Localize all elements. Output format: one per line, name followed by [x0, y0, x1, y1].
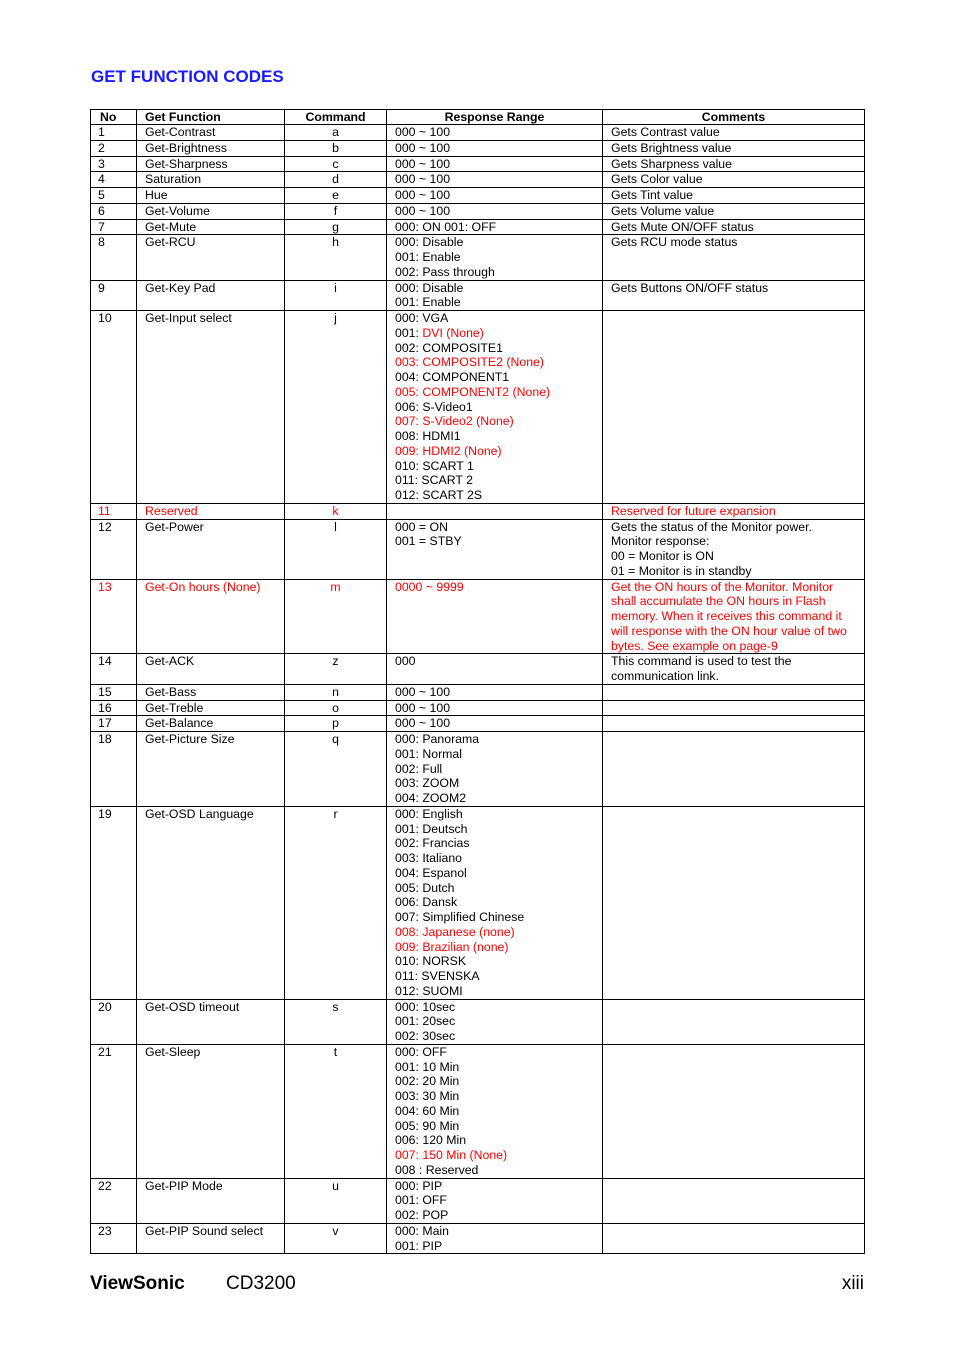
- function-name: Get-Sharpness: [137, 156, 285, 172]
- table-row: [91, 140, 865, 156]
- response-range: [387, 999, 603, 1044]
- command-code: a: [285, 125, 387, 141]
- table-row: [91, 732, 865, 807]
- range-line-text: 000: Panorama: [395, 732, 480, 746]
- command-code: r: [285, 806, 387, 999]
- range-line-text: 001: Deutsch: [395, 821, 468, 836]
- range-line: [395, 1208, 602, 1223]
- response-range: [387, 140, 603, 156]
- row-number: 15: [91, 684, 137, 700]
- comment: Gets Buttons ON/OFF status: [603, 280, 865, 311]
- range-line-text: 001: Enable: [395, 250, 461, 264]
- range-line-text: 003: Italiano: [395, 851, 463, 865]
- range-line: [395, 459, 602, 474]
- table-row: [91, 716, 865, 732]
- table-row: [91, 1223, 865, 1254]
- range-line-text: 004: COMPONENT1: [395, 370, 510, 384]
- range-line-text: 005: COMPONENT2 (None): [395, 384, 551, 399]
- range-line: [395, 984, 602, 999]
- range-line-text: 007: 150 Min (None): [395, 1148, 508, 1162]
- comment: Get the ON hours of the Monitor. Monitor shall accumulate the ON hours in Flash memory. When it receives this command it will response with the ON hour value of two bytes. See example on page-9: [603, 579, 865, 654]
- range-line-text: 000: Main: [395, 1223, 450, 1238]
- range-line-text: 000: Disable: [395, 235, 464, 250]
- range-line-text: 008: HDMI1: [395, 429, 461, 443]
- range-line: [395, 791, 602, 806]
- range-line-text: 004: 60 Min: [395, 1103, 460, 1118]
- range-line-text: 011: SVENSKA: [395, 969, 480, 983]
- row-number: 4: [91, 172, 137, 188]
- table-row: [91, 172, 865, 188]
- function-name: Get-PIP Mode: [137, 1178, 285, 1223]
- range-line-text: 000 ~ 100: [395, 140, 451, 155]
- function-name: Get-Picture Size: [137, 732, 285, 807]
- range-line-text: 001: PIP: [395, 1238, 443, 1253]
- range-line-text: 004: ZOOM2: [395, 791, 467, 805]
- table-row: [91, 654, 865, 685]
- range-line-text: 002: Pass through: [395, 264, 495, 279]
- comment: [603, 716, 865, 732]
- comment: [603, 519, 865, 579]
- range-line: [395, 685, 602, 700]
- range-line-text: 000: ON 001: OFF: [395, 219, 497, 234]
- table-row: [91, 579, 865, 654]
- range-line: [395, 157, 602, 172]
- range-line-text: 001: OFF: [395, 1193, 447, 1208]
- range-line-text: 008 : Reserved: [395, 1162, 479, 1177]
- response-range: [387, 280, 603, 311]
- table-row: [91, 188, 865, 204]
- range-line: [395, 701, 602, 716]
- range-line: [395, 1133, 602, 1148]
- range-line: [395, 414, 602, 429]
- function-name: Get-Key Pad: [137, 280, 285, 311]
- function-name: Reserved: [137, 503, 285, 519]
- range-line-text: 000 ~ 100: [395, 684, 451, 699]
- response-range: [387, 700, 603, 716]
- range-line-text: 000: PIP: [395, 1178, 443, 1193]
- range-line: [395, 311, 602, 326]
- range-line: [395, 762, 602, 777]
- range-line: [395, 370, 602, 385]
- range-line-text: 000: Disable: [395, 280, 464, 295]
- range-line: [395, 172, 602, 187]
- row-number: 22: [91, 1178, 137, 1223]
- function-name: Get-Mute: [137, 219, 285, 235]
- range-line-text: 004: Espanol: [395, 865, 467, 880]
- function-name: Get-OSD Language: [137, 806, 285, 999]
- table-row: [91, 503, 865, 519]
- range-line-text: 007: Simplified Chinese: [395, 910, 525, 924]
- range-line-text: 006: S-Video1: [395, 399, 473, 414]
- range-line-text: 000 ~ 100: [395, 172, 451, 187]
- table-row: [91, 203, 865, 219]
- range-line: [395, 925, 602, 940]
- comment: Gets Brightness value: [603, 140, 865, 156]
- range-line: [395, 444, 602, 459]
- table-row: [91, 1178, 865, 1223]
- command-code: u: [285, 1178, 387, 1223]
- range-line: [395, 1000, 602, 1015]
- range-line: [395, 1089, 602, 1104]
- response-range: [387, 654, 603, 685]
- range-line-text: 0000 ~ 9999: [395, 579, 464, 594]
- response-range: [387, 684, 603, 700]
- range-line: [395, 534, 602, 549]
- function-codes-table: [90, 109, 865, 1254]
- command-code: p: [285, 716, 387, 732]
- table-row: [91, 235, 865, 280]
- table-row: [91, 999, 865, 1044]
- range-line-text: 001:: [395, 325, 423, 340]
- brand-name: ViewSonic: [90, 1273, 185, 1294]
- range-line: [395, 747, 602, 762]
- range-line-text: 000 = ON: [395, 519, 448, 534]
- row-number: 2: [91, 140, 137, 156]
- range-line: [395, 125, 602, 140]
- comment: Gets RCU mode status: [603, 235, 865, 280]
- range-line: [395, 866, 602, 881]
- range-line-text: 001 = STBY: [395, 534, 462, 549]
- model-name: CD3200: [226, 1273, 296, 1294]
- range-line: [395, 910, 602, 925]
- table-header-row: [91, 110, 865, 125]
- comment: [603, 700, 865, 716]
- comment: Gets Volume value: [603, 203, 865, 219]
- range-line-text: 005: 90 Min: [395, 1118, 460, 1133]
- comment: [603, 311, 865, 504]
- command-code: k: [285, 503, 387, 519]
- range-line-text: 002: Full: [395, 761, 443, 776]
- range-line: [395, 1104, 602, 1119]
- comment-line: 00 = Monitor is ON: [611, 549, 714, 563]
- row-number: 10: [91, 311, 137, 504]
- command-code: l: [285, 519, 387, 579]
- function-name: Get-Balance: [137, 716, 285, 732]
- function-name: Get-On hours (None): [137, 579, 285, 654]
- range-line: [395, 1045, 602, 1060]
- comment: Gets Mute ON/OFF status: [603, 219, 865, 235]
- page-title: GET FUNCTION CODES: [91, 67, 284, 86]
- function-name: Get-Treble: [137, 700, 285, 716]
- table-row: [91, 700, 865, 716]
- response-range: [387, 1223, 603, 1254]
- table-row: [91, 156, 865, 172]
- header-command: Command: [285, 110, 387, 125]
- command-code: e: [285, 188, 387, 204]
- response-range: [387, 1178, 603, 1223]
- row-number: 9: [91, 280, 137, 311]
- range-line-text: 002: 20 Min: [395, 1074, 460, 1089]
- table-row: [91, 519, 865, 579]
- range-line: [395, 141, 602, 156]
- range-line-text: 010: NORSK: [395, 954, 467, 969]
- range-line: [395, 1239, 602, 1254]
- response-range: [387, 203, 603, 219]
- command-code: q: [285, 732, 387, 807]
- response-range: [387, 311, 603, 504]
- function-name: Get-Sleep: [137, 1044, 285, 1178]
- table-row: [91, 219, 865, 235]
- row-number: 7: [91, 219, 137, 235]
- page-number: xiii: [841, 1273, 864, 1294]
- page-footer: [90, 1273, 864, 1297]
- range-line-text: 002: 30sec: [395, 1029, 456, 1043]
- range-line: [395, 281, 602, 296]
- range-line-text: 008: Japanese (none): [395, 924, 515, 939]
- range-line: [395, 1148, 602, 1163]
- range-line: [395, 429, 602, 444]
- range-line: [395, 488, 602, 503]
- range-line: [395, 220, 602, 235]
- row-number: 17: [91, 716, 137, 732]
- range-line: [395, 851, 602, 866]
- command-code: t: [285, 1044, 387, 1178]
- function-name: Get-Bass: [137, 684, 285, 700]
- command-code: n: [285, 684, 387, 700]
- response-range: [387, 125, 603, 141]
- comment: Gets Tint value: [603, 188, 865, 204]
- response-range: [387, 156, 603, 172]
- range-line-text: 011: SCART 2: [395, 473, 473, 488]
- command-code: d: [285, 172, 387, 188]
- range-line: [395, 295, 602, 310]
- range-line-text: 001: Normal: [395, 746, 462, 761]
- row-number: 18: [91, 732, 137, 807]
- table-row: [91, 125, 865, 141]
- response-range: [387, 579, 603, 654]
- range-line: [395, 1224, 602, 1239]
- range-line-unsupported: DVI (None): [422, 325, 484, 340]
- range-line: [395, 895, 602, 910]
- row-number: 20: [91, 999, 137, 1044]
- range-line: [395, 250, 602, 265]
- range-line: [395, 235, 602, 250]
- range-line-text: 000: 10sec: [395, 999, 456, 1014]
- table-row: [91, 280, 865, 311]
- range-line-text: 006: Dansk: [395, 895, 458, 910]
- range-line-text: 000 ~ 100: [395, 203, 451, 218]
- range-line: [395, 822, 602, 837]
- response-range: [387, 716, 603, 732]
- range-line: [395, 341, 602, 356]
- range-line-text: 003: 30 Min: [395, 1089, 460, 1103]
- function-name: Get-Input select: [137, 311, 285, 504]
- comment: Gets Contrast value: [603, 125, 865, 141]
- range-line-text: 010: SCART 1: [395, 458, 474, 473]
- range-line-text: 012: SUOMI: [395, 983, 463, 998]
- range-line-text: 000 ~ 100: [395, 700, 451, 715]
- function-name: Hue: [137, 188, 285, 204]
- header-response-range: Response Range: [387, 110, 603, 125]
- function-name: Get-ACK: [137, 654, 285, 685]
- function-name: Get-PIP Sound select: [137, 1223, 285, 1254]
- row-number: 13: [91, 579, 137, 654]
- range-line-text: 000: English: [395, 806, 463, 821]
- header-comments: Comments: [603, 110, 865, 125]
- function-name: Get-OSD timeout: [137, 999, 285, 1044]
- range-line-text: 005: Dutch: [395, 880, 455, 895]
- range-line: [395, 580, 602, 595]
- range-line-text: 001: 20sec: [395, 1014, 456, 1029]
- range-line-text: 012: SCART 2S: [395, 488, 483, 502]
- range-line-text: 000 ~ 100: [395, 125, 451, 139]
- row-number: 3: [91, 156, 137, 172]
- range-line-text: 006: 120 Min: [395, 1133, 467, 1148]
- row-number: 5: [91, 188, 137, 204]
- range-line-text: 002: COMPOSITE1: [395, 340, 503, 355]
- range-line-text: 000: [395, 654, 416, 669]
- range-line-text: 007: S-Video2 (None): [395, 414, 514, 429]
- response-range: [387, 806, 603, 999]
- function-name: Get-RCU: [137, 235, 285, 280]
- command-code: b: [285, 140, 387, 156]
- comment: [603, 1044, 865, 1178]
- range-line-text: 009: Brazilian (none): [395, 939, 509, 954]
- row-number: 8: [91, 235, 137, 280]
- range-line: [395, 881, 602, 896]
- range-line: [395, 732, 602, 747]
- row-number: 6: [91, 203, 137, 219]
- row-number: 11: [91, 503, 137, 519]
- command-code: j: [285, 311, 387, 504]
- comment: Gets Sharpness value: [603, 156, 865, 172]
- command-code: i: [285, 280, 387, 311]
- range-line: [395, 1163, 602, 1178]
- comment-line: Monitor response:: [611, 534, 710, 549]
- table-row: [91, 311, 865, 504]
- function-name: Get-Brightness: [137, 140, 285, 156]
- comment: Gets Color value: [603, 172, 865, 188]
- function-name: Get-Contrast: [137, 125, 285, 141]
- comment: [603, 732, 865, 807]
- command-code: o: [285, 700, 387, 716]
- command-code: v: [285, 1223, 387, 1254]
- range-line: [395, 1014, 602, 1029]
- command-code: m: [285, 579, 387, 654]
- range-line: [395, 969, 602, 984]
- range-line: [395, 836, 602, 851]
- comment-line: 01 = Monitor is in standby: [611, 563, 752, 578]
- range-line: [395, 1119, 602, 1134]
- range-line-text: 002: Francias: [395, 836, 470, 851]
- comment-line: Gets the status of the Monitor power.: [611, 519, 812, 534]
- comment: [603, 806, 865, 999]
- range-line: [395, 265, 602, 280]
- range-line: [395, 1074, 602, 1089]
- range-line-text: 003: COMPOSITE2 (None): [395, 355, 544, 370]
- range-line: [395, 355, 602, 370]
- range-line: [395, 326, 602, 341]
- range-line-text: 003: ZOOM: [395, 776, 460, 791]
- row-number: 19: [91, 806, 137, 999]
- range-line: [395, 807, 602, 822]
- range-line-text: 000 ~ 100: [395, 188, 451, 202]
- response-range: [387, 1044, 603, 1178]
- range-line: [395, 520, 602, 535]
- response-range: [387, 172, 603, 188]
- command-code: c: [285, 156, 387, 172]
- range-line-text: 002: POP: [395, 1208, 449, 1222]
- comment: [603, 1178, 865, 1223]
- range-line-text: 001: Enable: [395, 295, 461, 310]
- comment: [603, 1223, 865, 1254]
- command-code: f: [285, 203, 387, 219]
- table-row: [91, 806, 865, 999]
- range-line-text: 000 ~ 100: [395, 156, 451, 171]
- header-get-function: Get Function: [137, 110, 285, 125]
- comment: [603, 684, 865, 700]
- range-line-text: 000: OFF: [395, 1044, 447, 1059]
- range-line-text: 000 ~ 100: [395, 716, 451, 731]
- range-line: [395, 716, 602, 731]
- command-code: h: [285, 235, 387, 280]
- range-line: [395, 385, 602, 400]
- command-code: s: [285, 999, 387, 1044]
- response-range: [387, 732, 603, 807]
- range-line: [395, 1060, 602, 1075]
- range-line: [395, 1179, 602, 1194]
- range-line: [395, 776, 602, 791]
- comment: Reserved for future expansion: [603, 503, 865, 519]
- row-number: 12: [91, 519, 137, 579]
- range-line: [395, 654, 602, 669]
- range-line: [395, 188, 602, 203]
- row-number: 21: [91, 1044, 137, 1178]
- range-line: [395, 400, 602, 415]
- row-number: 16: [91, 700, 137, 716]
- response-range: [387, 503, 603, 519]
- command-code: g: [285, 219, 387, 235]
- range-line: [395, 1193, 602, 1208]
- range-line: [395, 954, 602, 969]
- table-row: [91, 684, 865, 700]
- function-name: Get-Power: [137, 519, 285, 579]
- range-line: [395, 940, 602, 955]
- range-line-text: 000: VGA: [395, 311, 449, 325]
- table-row: [91, 1044, 865, 1178]
- row-number: 1: [91, 125, 137, 141]
- comment: This command is used to test the communication link.: [603, 654, 865, 685]
- response-range: [387, 235, 603, 280]
- range-line-text: 009: HDMI2 (None): [395, 443, 502, 458]
- range-line-text: 001: 10 Min: [395, 1059, 460, 1074]
- range-line: [395, 204, 602, 219]
- function-name: Get-Volume: [137, 203, 285, 219]
- function-name: Saturation: [137, 172, 285, 188]
- comment: [603, 999, 865, 1044]
- response-range: [387, 188, 603, 204]
- header-no: No: [91, 110, 137, 125]
- command-code: z: [285, 654, 387, 685]
- range-line: [395, 1029, 602, 1044]
- response-range: [387, 519, 603, 579]
- response-range: [387, 219, 603, 235]
- row-number: 14: [91, 654, 137, 685]
- row-number: 23: [91, 1223, 137, 1254]
- range-line: [395, 473, 602, 488]
